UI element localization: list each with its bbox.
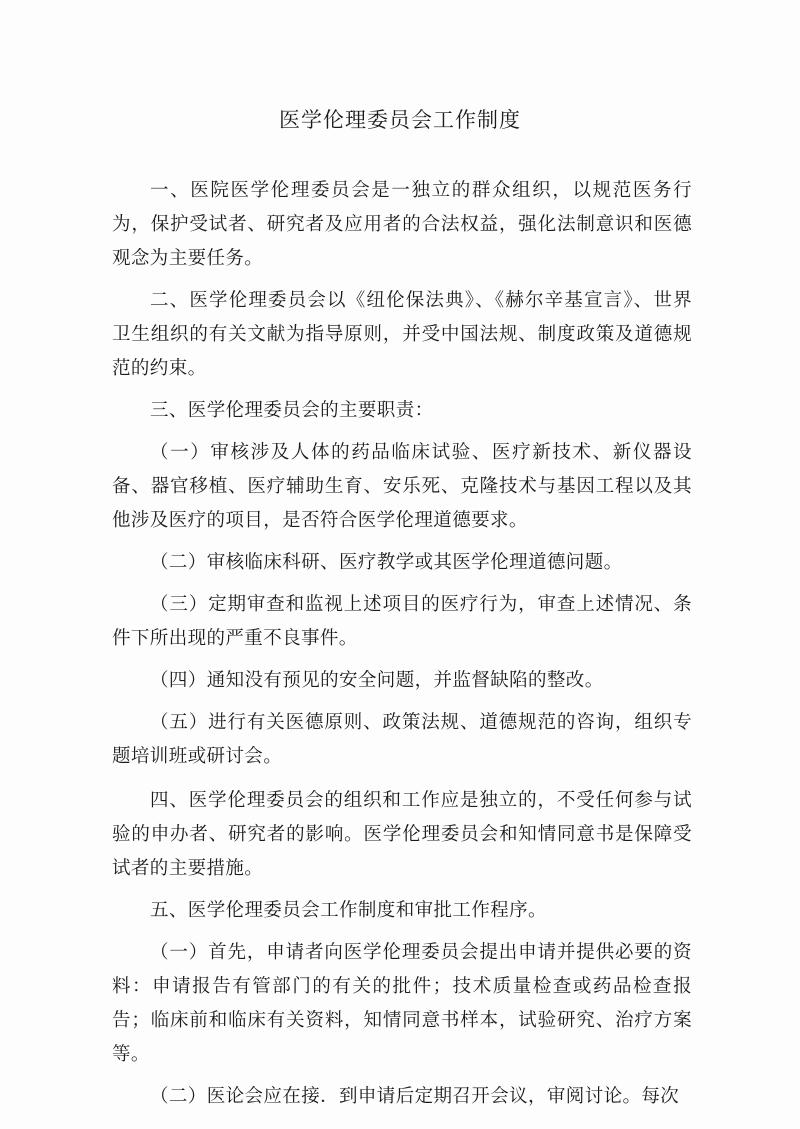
paragraph-1: 一、医院医学伦理委员会是一独立的群众组织，以规范医务行为，保护受试者、研究者及应用者的合法权益，强化法制意识和医德观念为主要任务。: [112, 180, 692, 269]
paragraph-3-item-2: （二）审核临床科研、医疗教学或其医学伦理道德问题。: [150, 552, 623, 573]
paragraph-3-item-5: （五）进行有关医德原则、政策法规、道德规范的咨询，组织专题培训班或研讨会。: [112, 712, 692, 767]
paragraph-5-item-2: （二）医论会应在接．到申请后定期召开会议，审阅讨论。每次: [150, 1086, 680, 1107]
paragraph-3: 三、医学伦理委员会的主要职责：: [150, 400, 434, 421]
paragraph-5-item-1: （一）首先，申请者向医学伦理委员会提出申请并提供必要的资料：申请报告有管部门的有关的批件；技术质量检查或药品检查报告；临床前和临床有关资料，知情同意书样本，试验研究、治疗方案等。: [112, 942, 692, 1065]
paragraph-3-item-1: （一）审核涉及人体的药品临床试验、医疗新技术、新仪器设备、器官移植、医疗辅助生育、安乐死、克隆技术与基因工程以及其他涉及医疗的项目，是否符合医学伦理道德要求。: [112, 442, 692, 531]
document-title: 医学伦理委员会工作制度: [279, 108, 521, 132]
paragraph-3-item-4: （四）通知没有预见的安全问题，并监督缺陷的整改。: [150, 670, 604, 691]
paragraph-5: 五、医学伦理委员会工作制度和审批工作程序。: [150, 900, 547, 921]
document-body: [112, 174, 692, 1114]
paragraph-2: 二、医学伦理委员会以《纽伦保法典》、《赫尔辛基宣言》、世界 卫生组织的有关文献为指导原则，并受中国法规、制度政策及道德规 范的约束。: [112, 290, 692, 379]
paragraph-4: 四、医学伦理委员会的组织和工作应是独立的，不受任何参与试验的申办者、研究者的影响。医学伦理委员会和知情同意书是保障受试者的主要措施。: [112, 790, 692, 879]
paragraph-3-item-3: （三）定期审查和监视上述项目的医疗行为，审查上述情况、条件下所出现的严重不良事件。: [112, 594, 692, 649]
